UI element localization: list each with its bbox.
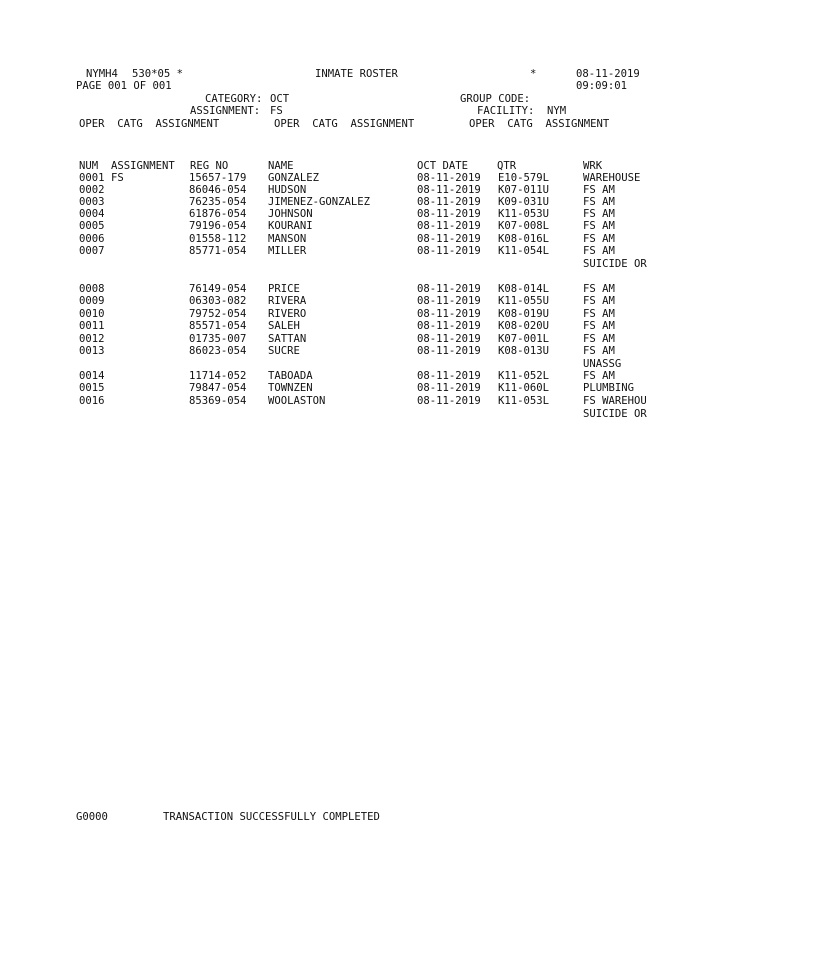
row-qtr: K11-053U: [498, 208, 550, 220]
row-name: HUDSON: [268, 184, 307, 196]
row-oct-date: 08-11-2019: [417, 184, 481, 196]
row-qtr: K09-031U: [498, 196, 550, 208]
row-oct-date: 08-11-2019: [417, 283, 481, 295]
row-name: WOOLASTON: [268, 395, 326, 407]
row-name: JIMENEZ-GONZALEZ: [268, 196, 371, 208]
row-oct-date: 08-11-2019: [417, 308, 481, 320]
row-qtr: K07-011U: [498, 184, 550, 196]
row-name: PRICE: [268, 283, 300, 295]
row-qtr: K11-055U: [498, 295, 550, 307]
row-reg-no: 11714-052: [189, 370, 247, 382]
row-num: 0010: [79, 308, 105, 320]
row-name: JOHNSON: [268, 208, 313, 220]
category-value: OCT: [270, 93, 290, 105]
row-reg-no: 76235-054: [189, 196, 247, 208]
row-qtr: K08-019U: [498, 308, 550, 320]
row-qtr: K08-013U: [498, 345, 550, 357]
terminal-id: 530*05 *: [132, 68, 184, 80]
row-oct-date: 08-11-2019: [417, 333, 481, 345]
row-oct-date: 08-11-2019: [417, 382, 481, 394]
row-reg-no: 85771-054: [189, 245, 247, 257]
row-name: MANSON: [268, 233, 307, 245]
row-oct-date: 08-11-2019: [417, 345, 481, 357]
col-oct-date: OCT DATE: [417, 160, 469, 172]
row-wrk: FS AM: [583, 320, 615, 332]
row-wrk: FS AM: [583, 295, 615, 307]
page-indicator: PAGE 001 OF 001: [76, 80, 172, 92]
row-oct-date: 08-11-2019: [417, 245, 481, 257]
assignment-value: FS: [270, 105, 283, 117]
row-qtr: E10-579L: [498, 172, 550, 184]
row-qtr: K11-052L: [498, 370, 550, 382]
row-reg-no: 06303-082: [189, 295, 247, 307]
row-reg-no: 85369-054: [189, 395, 247, 407]
row-reg-no: 86023-054: [189, 345, 247, 357]
row-assignment: FS: [111, 172, 124, 184]
row-wrk-note: SUICIDE OR: [583, 257, 647, 270]
row-qtr: K11-054L: [498, 245, 550, 257]
assignment-label: ASSIGNMENT:: [190, 105, 261, 117]
row-name: MILLER: [268, 245, 307, 257]
row-num: 0005: [79, 220, 105, 232]
row-wrk: FS WAREHOU: [583, 395, 647, 407]
row-wrk: FS AM: [583, 283, 615, 295]
status-message: TRANSACTION SUCCESSFULLY COMPLETED: [163, 811, 380, 823]
row-num: 0007: [79, 245, 105, 257]
oper-header-3: OPER CATG ASSIGNMENT: [469, 118, 610, 130]
row-num: 0004: [79, 208, 105, 220]
row-num: 0006: [79, 233, 105, 245]
row-oct-date: 08-11-2019: [417, 395, 481, 407]
row-reg-no: 61876-054: [189, 208, 247, 220]
row-num: 0008: [79, 283, 105, 295]
row-wrk: WAREHOUSE: [583, 172, 641, 184]
col-assignment: ASSIGNMENT: [111, 160, 175, 172]
row-name: SATTAN: [268, 333, 307, 345]
row-wrk: FS AM: [583, 196, 615, 208]
row-reg-no: 01735-007: [189, 333, 247, 345]
system-id: NYMH4: [86, 68, 118, 80]
row-wrk: PLUMBING: [583, 382, 635, 394]
row-reg-no: 76149-054: [189, 283, 247, 295]
col-num: NUM: [79, 160, 99, 172]
row-num: 0009: [79, 295, 105, 307]
row-reg-no: 01558-112: [189, 233, 247, 245]
row-reg-no: 15657-179: [189, 172, 247, 184]
row-wrk: FS AM: [583, 333, 615, 345]
report-title: INMATE ROSTER: [315, 68, 398, 80]
row-oct-date: 08-11-2019: [417, 233, 481, 245]
oper-header-2: OPER CATG ASSIGNMENT: [274, 118, 415, 130]
row-oct-date: 08-11-2019: [417, 370, 481, 382]
row-reg-no: 79196-054: [189, 220, 247, 232]
row-qtr: K08-014L: [498, 283, 550, 295]
row-name: TOWNZEN: [268, 382, 313, 394]
row-qtr: K11-053L: [498, 395, 550, 407]
row-num: 0001: [79, 172, 105, 184]
row-qtr: K11-060L: [498, 382, 550, 394]
row-wrk: FS AM: [583, 220, 615, 232]
row-num: 0011: [79, 320, 105, 332]
report-date: 08-11-2019: [576, 68, 640, 80]
category-label: CATEGORY:: [205, 93, 263, 105]
row-qtr: K07-001L: [498, 333, 550, 345]
row-wrk: FS AM: [583, 308, 615, 320]
row-wrk: FS AM: [583, 245, 615, 257]
row-num: 0014: [79, 370, 105, 382]
row-wrk: FS AM: [583, 233, 615, 245]
row-oct-date: 08-11-2019: [417, 320, 481, 332]
header-star: *: [530, 68, 537, 80]
row-wrk: FS AM: [583, 208, 615, 220]
row-wrk: FS AM: [583, 184, 615, 196]
report-time: 09:09:01: [576, 80, 628, 92]
row-name: GONZALEZ: [268, 172, 320, 184]
row-wrk: FS AM: [583, 345, 615, 357]
row-num: 0016: [79, 395, 105, 407]
row-name: RIVERO: [268, 308, 307, 320]
row-num: 0015: [79, 382, 105, 394]
row-num: 0013: [79, 345, 105, 357]
row-oct-date: 08-11-2019: [417, 295, 481, 307]
row-reg-no: 79847-054: [189, 382, 247, 394]
row-oct-date: 08-11-2019: [417, 196, 481, 208]
row-reg-no: 85571-054: [189, 320, 247, 332]
row-wrk-note: SUICIDE OR: [583, 407, 647, 420]
row-wrk: FS AM: [583, 370, 615, 382]
group-code-label: GROUP CODE:: [460, 93, 531, 105]
row-wrk-note: UNASSG: [583, 357, 622, 370]
oper-header-1: OPER CATG ASSIGNMENT: [79, 118, 220, 130]
row-name: KOURANI: [268, 220, 313, 232]
row-name: TABOADA: [268, 370, 313, 382]
row-oct-date: 08-11-2019: [417, 208, 481, 220]
row-oct-date: 08-11-2019: [417, 172, 481, 184]
col-name: NAME: [268, 160, 294, 172]
row-num: 0012: [79, 333, 105, 345]
row-reg-no: 79752-054: [189, 308, 247, 320]
status-code: G0000: [76, 811, 108, 823]
row-num: 0002: [79, 184, 105, 196]
row-oct-date: 08-11-2019: [417, 220, 481, 232]
facility-label: FACILITY:: [477, 105, 535, 117]
col-wrk: WRK: [583, 160, 603, 172]
row-num: 0003: [79, 196, 105, 208]
row-name: SUCRE: [268, 345, 300, 357]
col-qtr: QTR: [497, 160, 517, 172]
facility-value: NYM: [547, 105, 567, 117]
col-reg-no: REG NO: [190, 160, 229, 172]
row-qtr: K08-020U: [498, 320, 550, 332]
row-reg-no: 86046-054: [189, 184, 247, 196]
row-name: RIVERA: [268, 295, 307, 307]
row-qtr: K08-016L: [498, 233, 550, 245]
row-qtr: K07-008L: [498, 220, 550, 232]
row-name: SALEH: [268, 320, 300, 332]
